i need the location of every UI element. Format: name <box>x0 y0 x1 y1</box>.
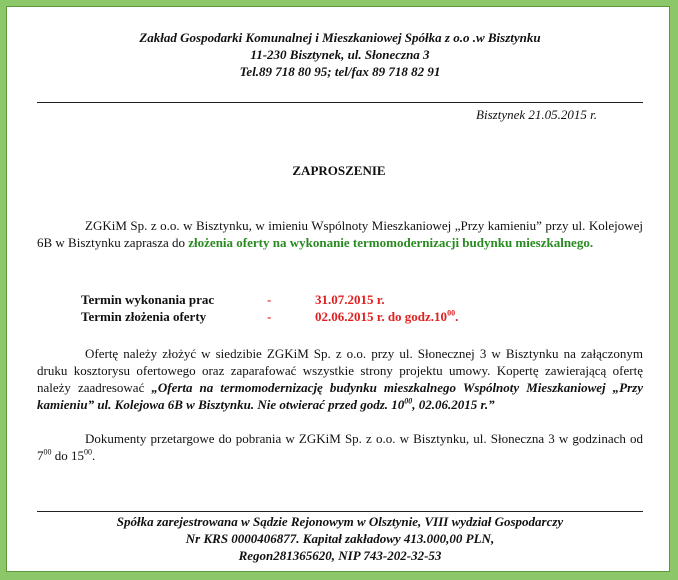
instructions-text: Ofertę należy złożyć w siedzibie ZGKiM Sp. z o.o. przy ul. Słonecznej 3 w Bisztynku na załączonym druku kosztorysu ofertowego oraz zaparafować wszystkie strony projektu umowy. Kopertę zawierającą ofertę należy zaadresować <box>37 346 643 395</box>
footer <box>37 513 643 564</box>
term-label-submission: Termin złożenia oferty <box>81 309 207 324</box>
company-address: 11-230 Bisztynek, ul. Słoneczna 3 <box>250 47 430 62</box>
envelope-label: „Oferta na termomodernizację budynku mieszkalnego Wspólnoty Mieszkaniowej „Przy kamieniu” ul. Kolejowa 6B w Bisztynku. Nie otwierać przed godz. $10^{00}$, 02.06.2015 r.” <box>37 380 643 412</box>
document-date: Bisztynek 21.05.2015 r. <box>476 107 597 122</box>
term-label-execution: Termin wykonania prac <box>81 292 215 307</box>
company-phone: Tel.89 718 80 95; tel/fax 89 718 82 91 <box>239 64 441 79</box>
intro-text: ZGKiM Sp. z o.o. w Bisztynku, w imieniu Wspólnoty Mieszkaniowej „Przy kamieniu” przy ul. Kolejowej 6B w Bisztynku zaprasza do <box>37 218 643 250</box>
document-title: ZAPROSZENIE <box>292 163 386 178</box>
intro-paragraph <box>37 217 643 251</box>
company-name: Zakład Gospodarki Komunalnej i Mieszkaniowej Spółka z o.o .w Bisztynku <box>139 30 541 45</box>
term-dash-submission: - <box>267 309 272 324</box>
term-value-execution: 31.07.2015 r. <box>315 292 385 307</box>
instructions-paragraph <box>37 345 643 413</box>
documents-paragraph: Dokumenty przetargowe do pobrania w ZGKiM Sp. z o.o. w Bisztynku, ul. Słoneczna 3 w godzinach od $7^{00}$ do $15^{00}$. <box>37 431 643 463</box>
term-dash-execution: - <box>267 292 272 307</box>
footer-krs: Nr KRS 0000406877. Kapitał zakładowy 413.000,00 PLN, <box>185 531 495 546</box>
footer-regon: Regon281365620, NIP 743-202-32-53 <box>238 548 442 563</box>
intro-highlight: złożenia oferty na wykonanie termomodernizacji budynku mieszkalnego. <box>188 235 594 250</box>
footer-registration: Spółka zarejestrowana w Sądzie Rejonowym w Olsztynie, VIII wydział Gospodarczy <box>116 514 564 529</box>
letterhead <box>37 29 643 80</box>
footer-divider <box>37 511 643 512</box>
document-page <box>6 6 670 572</box>
header-divider <box>37 102 643 103</box>
term-value-submission: 02.06.2015 r. do $godz.10^{00}$. <box>315 308 459 324</box>
